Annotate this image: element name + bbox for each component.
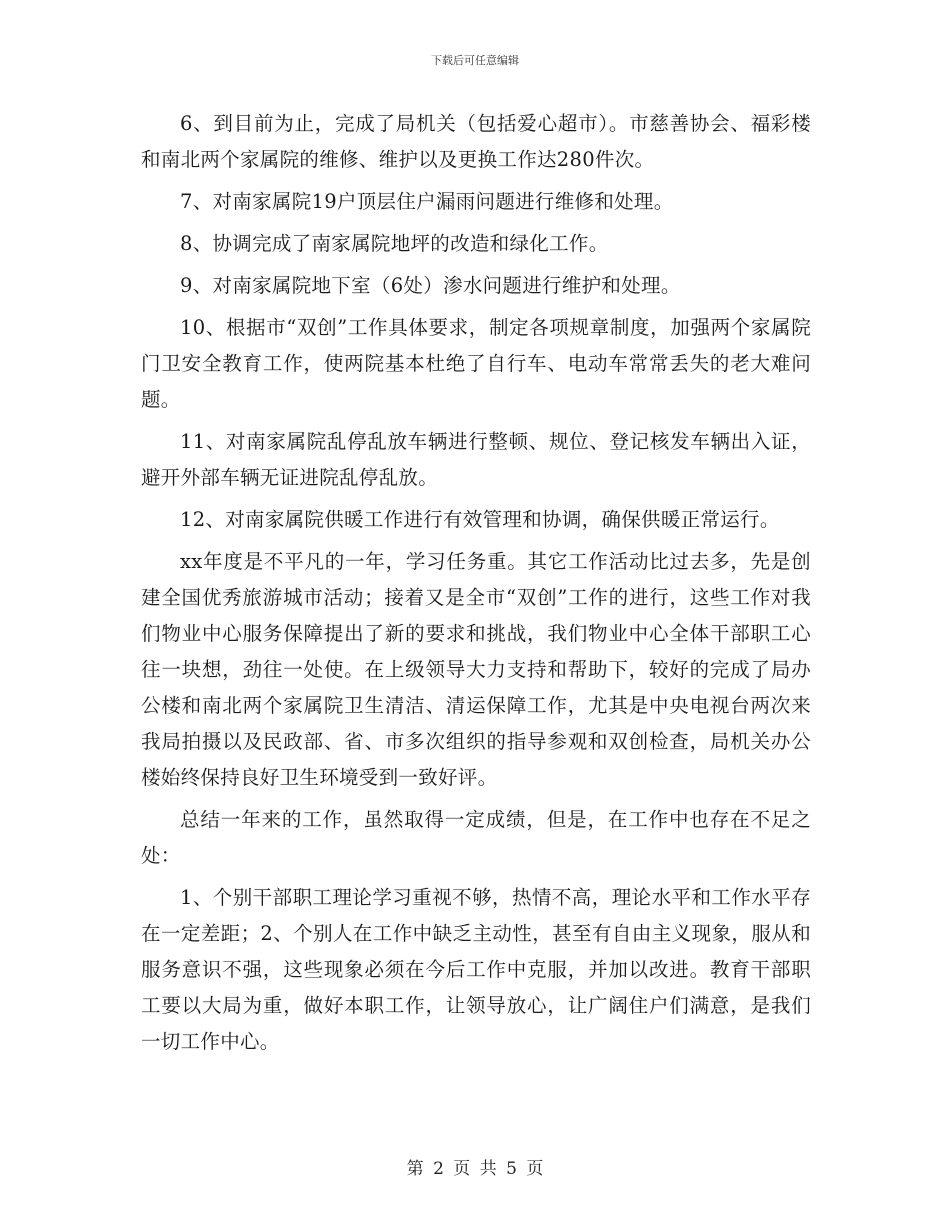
paragraph-item-11: 11、对南家属院乱停乱放车辆进行整顿、规位、登记核发车辆出入证，避开外部车辆无证进院乱停乱放。 xyxy=(141,430,811,489)
paragraph-summary: 总结一年来的工作，虽然取得一定成绩，但是，在工作中也存在不足之处： xyxy=(141,808,811,867)
paragraph-item-7: 7、对南家属院19户顶层住户漏雨问题进行维修和处理。 xyxy=(180,190,674,213)
page-header: 下载后可任意编辑 xyxy=(431,54,519,67)
paragraph-shortcomings: 1、个别干部职工理论学习重视不够，热情不高，理论水平和工作水平存在一定差距；2、个别人在工作中缺乏主动性，甚至有自由主义现象，服从和服务意识不强，这些现象必须在今后工作中克服，并加以改进。教育干部职工要以大局为重，做好本职工作，让领导放心，让广阔住户们满意，是我们一切工作中心。 xyxy=(141,886,811,1053)
paragraph-item-6: 6、到目前为止，完成了局机关（包括爱心超市）。市慈善协会、福彩楼和南北两个家属院的维修、维护以及更换工作达280件次。 xyxy=(141,112,811,171)
document-body xyxy=(141,106,811,1066)
paragraph-item-9: 9、对南家属院地下室（6处）渗水问题进行维护和处理。 xyxy=(180,274,681,297)
page-number: 第 2 页 共 5 页 xyxy=(406,1159,544,1179)
paragraph-item-8: 8、协调完成了南家属院地坪的改造和绿化工作。 xyxy=(180,232,609,255)
paragraph-annual-review: xx年度是不平凡的一年，学习任务重。其它工作活动比过去多，先是创建全国优秀旅游城市活动；接着又是全市“双创”工作的进行，这些工作对我们物业中心服务保障提出了新的要求和挑战，我们物业中心全体干部职工心往一块想，劲往一处使。在上级领导大力支持和帮助下，较好的完成了局办公楼和南北两个家属院卫生清洁、清运保障工作，尤其是中央电视台两次来我局拍摄以及民政部、省、市多次组织的指导参观和双创检查，局机关办公楼始终保持良好卫生环境受到一致好评。 xyxy=(141,550,811,789)
paragraph-item-10: 10、根据市“双创”工作具体要求，制定各项规章制度，加强两个家属院门卫安全教育工作，使两院基本杜绝了自行车、电动车常常丢失的老大难问题。 xyxy=(141,316,811,411)
paragraph-item-12: 12、对南家属院供暖工作进行有效管理和协调，确保供暖正常运行。 xyxy=(180,508,780,531)
